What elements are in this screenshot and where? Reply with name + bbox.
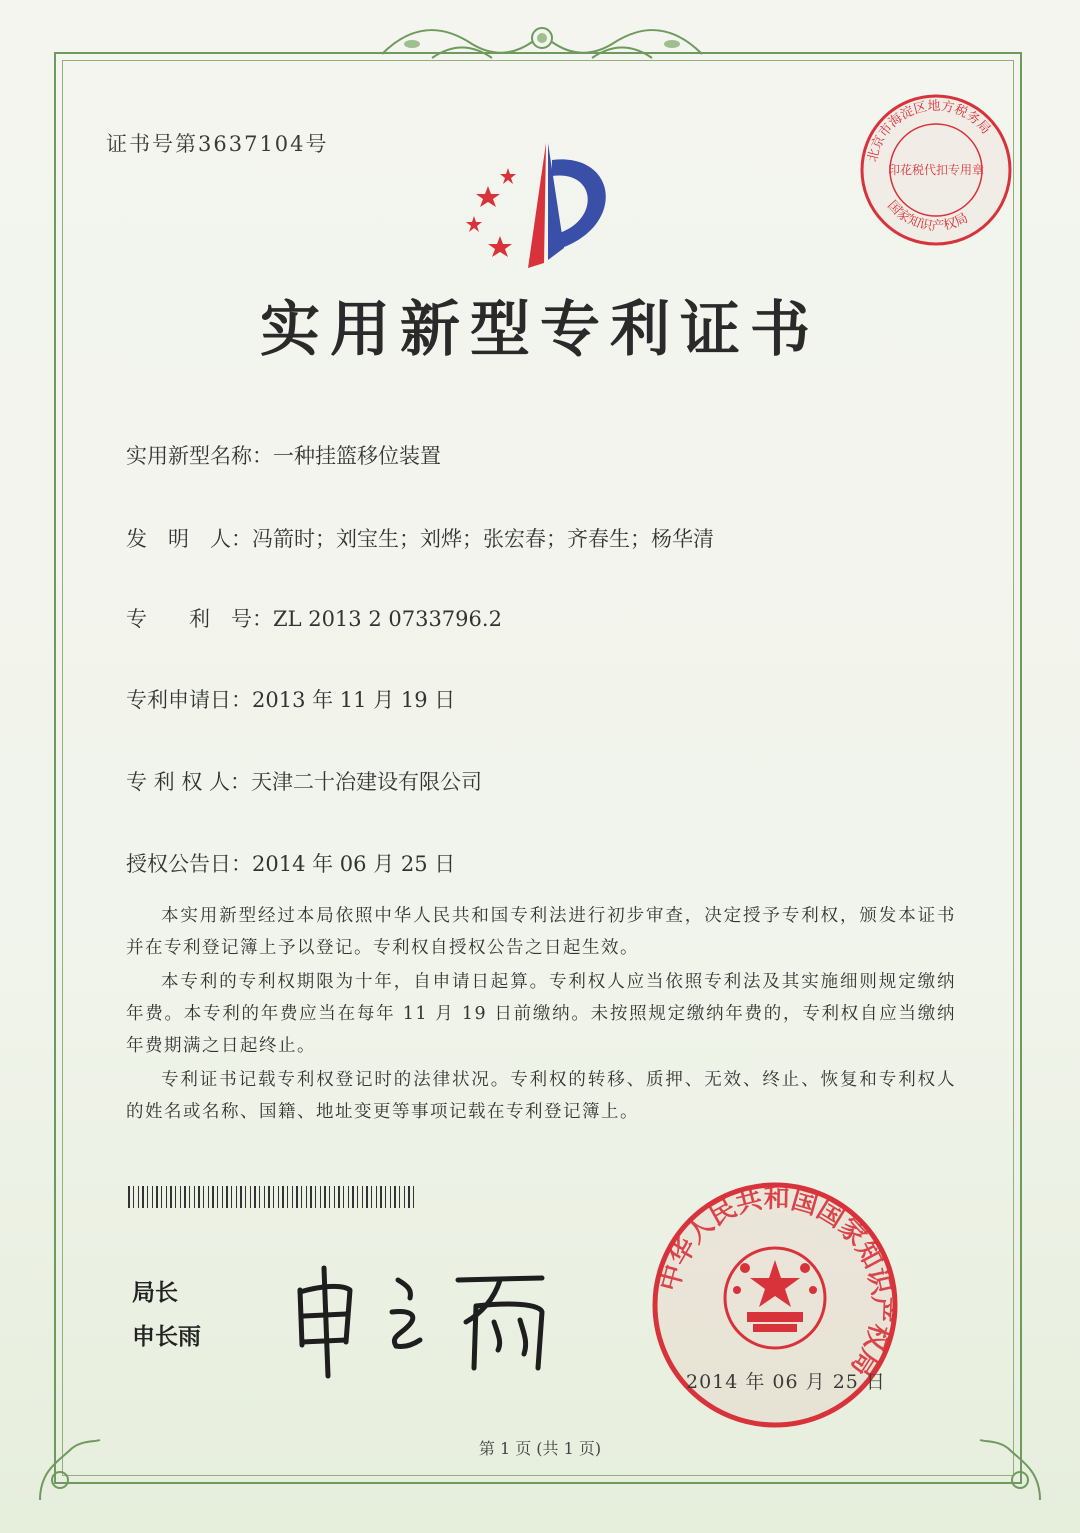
barcode-icon bbox=[128, 1186, 416, 1208]
field-value: ZL 2013 2 0733796.2 bbox=[273, 607, 502, 631]
stamp-bottom-text: 国家知识产权局 bbox=[884, 198, 971, 235]
field-inventors bbox=[126, 523, 714, 553]
page-number: 第 1 页 (共 1 页) bbox=[478, 1439, 602, 1458]
signature-icon bbox=[280, 1250, 570, 1380]
field-patent-number bbox=[126, 603, 502, 633]
field-value: 2014 年 06 月 25 日 bbox=[252, 852, 456, 876]
body-paragraph: 本实用新型经过本局依照中华人民共和国专利法进行初步审查，决定授予专利权，颁发本证书并在专利登记簿上予以登记。专利权自授权公告之日起生效。 bbox=[126, 906, 956, 958]
field-value: 一种挂篮移位装置 bbox=[273, 444, 441, 468]
certificate-number: 证书号第3637104号 bbox=[106, 132, 329, 156]
tax-stamp-icon bbox=[856, 90, 1016, 250]
stamp-center-text: 印花税代扣专用章 bbox=[887, 163, 985, 177]
patent-office-logo-icon bbox=[448, 138, 638, 278]
body-paragraph: 专利证书记载专利权登记时的法律状况。专利权的转移、质押、无效、终止、恢复和专利权人的姓名或名称、国籍、地址变更等事项记载在专利登记簿上。 bbox=[126, 1070, 956, 1122]
top-ornament-icon bbox=[372, 14, 712, 72]
field-utility-model-name bbox=[126, 440, 441, 470]
seal-date: 2014 年 06 月 25 日 bbox=[686, 1371, 886, 1393]
body-paragraph: 本专利的专利权期限为十年，自申请日起算。专利权人应当依照专利法及其实施细则规定缴纳年费。本专利的年费应当在每年 11 月 19 日前缴纳。未按照规定缴纳年费的，专利权自应当缴纳年费期满之日起终止。 bbox=[126, 972, 956, 1056]
field-label: 专 利 号： bbox=[126, 607, 273, 631]
director-name: 申长雨 bbox=[132, 1324, 201, 1350]
field-filing-date bbox=[126, 684, 455, 714]
field-label: 发 明 人： bbox=[126, 527, 252, 551]
field-patentee bbox=[126, 766, 482, 796]
director-title: 局长 bbox=[132, 1280, 178, 1306]
field-value: 天津二十冶建设有限公司 bbox=[251, 770, 483, 794]
seal-ring-text: 中华人民共和国国家知识产权局 bbox=[654, 1183, 897, 1382]
field-label: 专利申请日： bbox=[126, 688, 252, 712]
field-label: 授权公告日： bbox=[126, 852, 252, 876]
field-label: 实用新型名称： bbox=[126, 444, 273, 468]
page-title: 实用新型专利证书 bbox=[260, 295, 820, 365]
stamp-ring-text: 北京市海淀区地方税务局 bbox=[865, 98, 994, 164]
field-value: 2013 年 11 月 19 日 bbox=[252, 688, 456, 712]
field-label: 专 利 权 人： bbox=[126, 770, 252, 794]
field-grant-date bbox=[126, 848, 455, 878]
field-value: 冯箭时；刘宝生；刘烨；张宏春；齐春生；杨华清 bbox=[252, 527, 714, 551]
